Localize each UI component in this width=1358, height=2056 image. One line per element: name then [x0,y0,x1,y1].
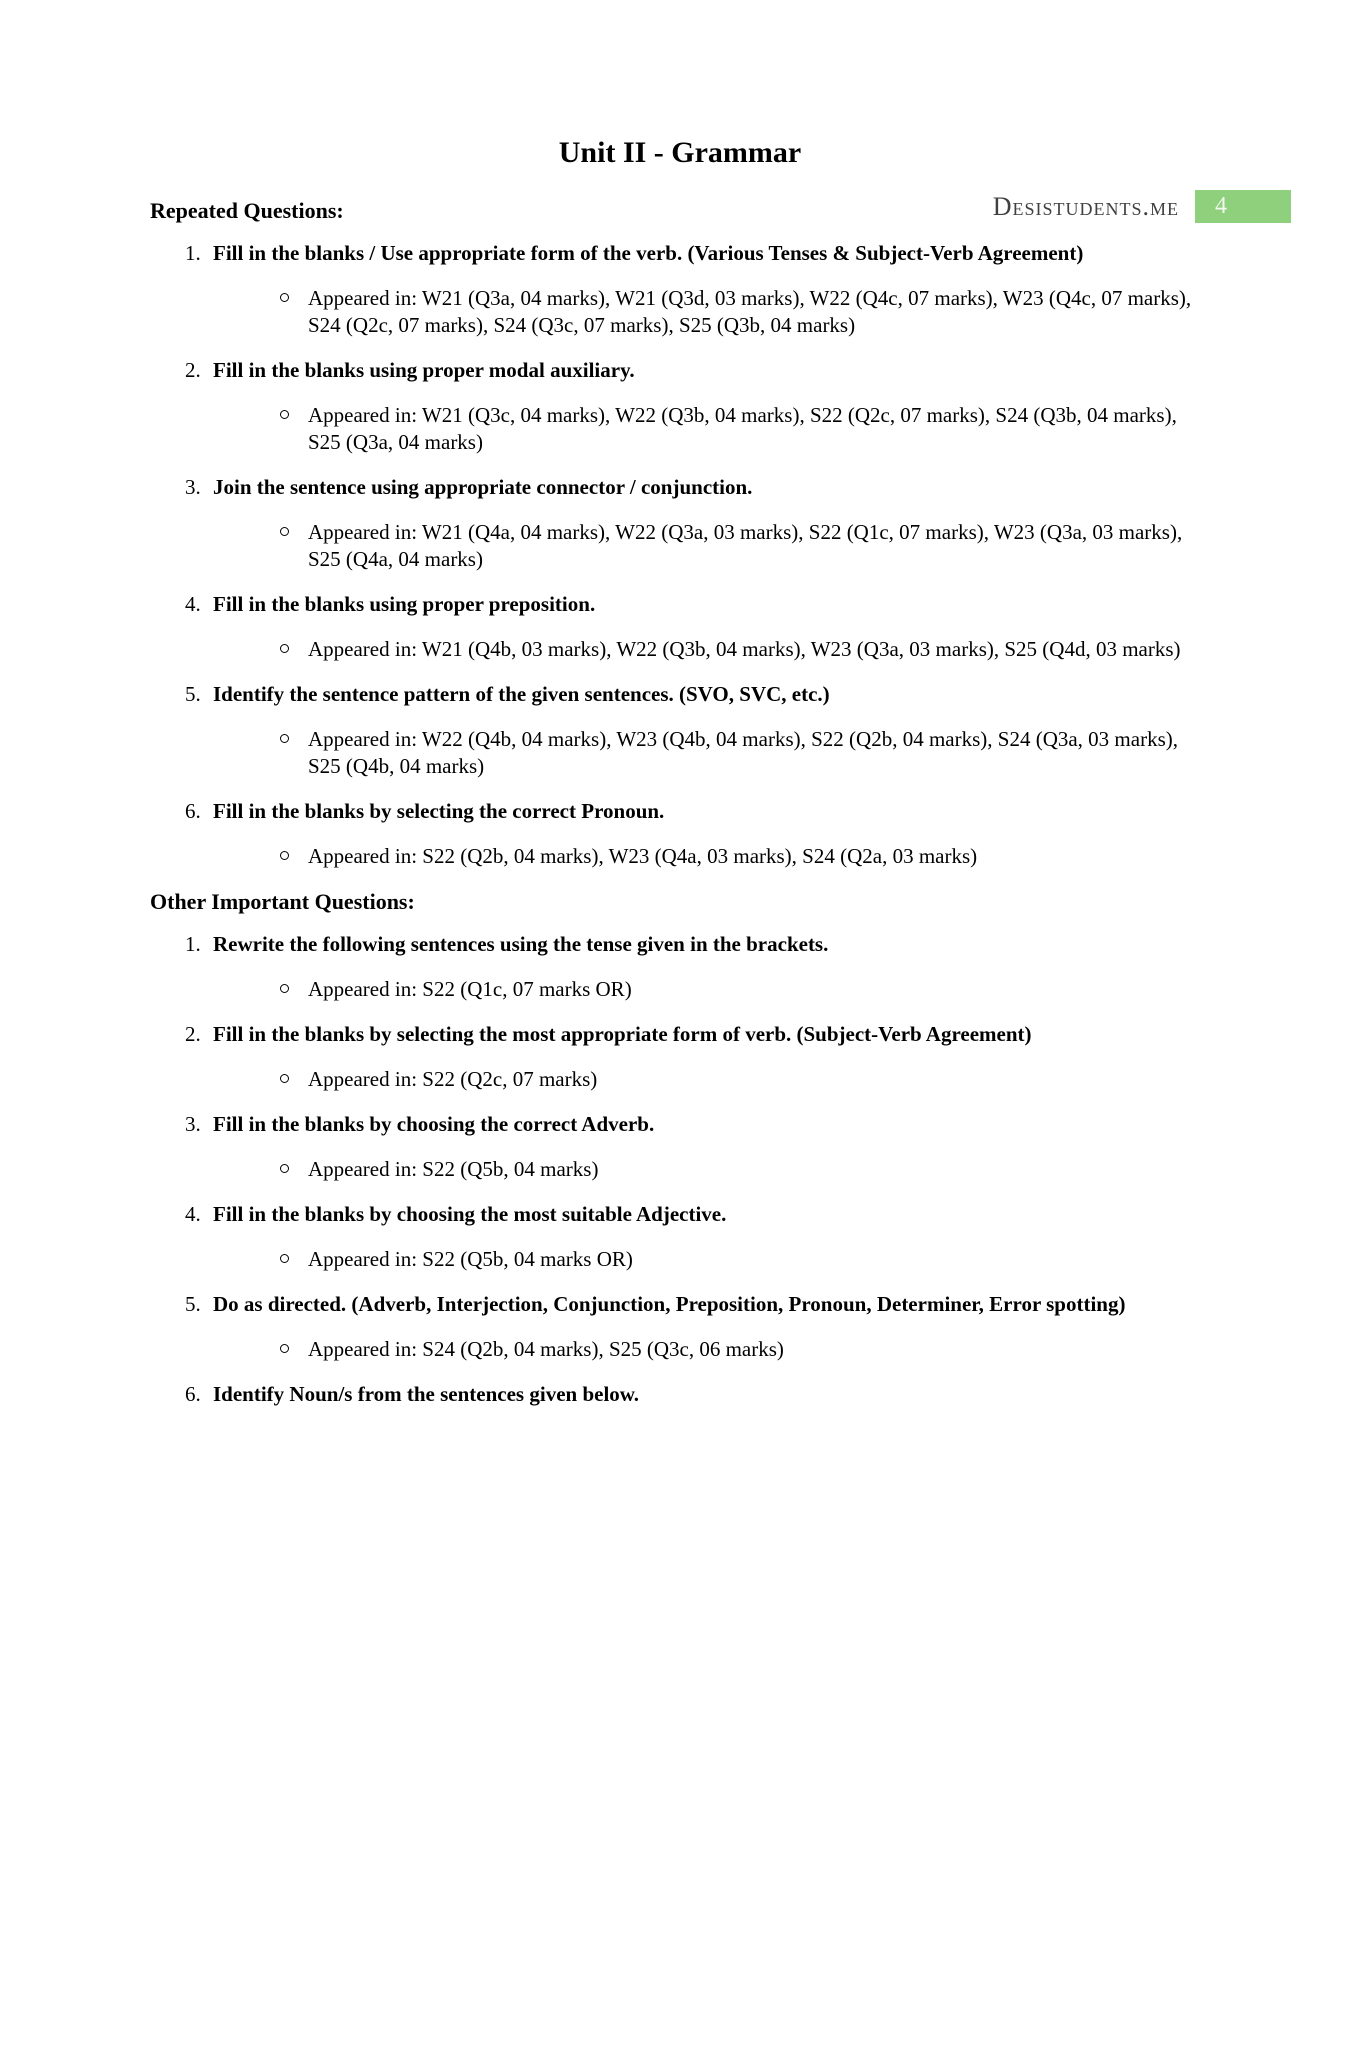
question-text: Rewrite the following sentences using the tense given in the brackets. [213,932,829,956]
appeared-row [213,1246,1210,1273]
question-text: Fill in the blanks by selecting the most appropriate form of verb. (Subject-Verb Agreement) [213,1022,1032,1046]
circle-bullet-icon [280,1074,289,1083]
question-item [150,1021,1210,1111]
appeared-row [213,843,1210,870]
appeared-row [213,519,1210,573]
page-number-badge: 4 [1195,190,1291,223]
section-heading: Other Important Questions: [150,889,415,914]
appeared-text: Appeared in: S22 (Q2c, 07 marks) [308,1067,598,1091]
question-text: Fill in the blanks using proper modal auxiliary. [213,358,635,382]
question-item [150,798,1210,888]
question-item [150,1111,1210,1201]
appeared-row [213,285,1210,339]
appeared-row [213,402,1210,456]
appeared-text: Appeared in: W21 (Q4a, 04 marks), W22 (Q3a, 03 marks), S22 (Q1c, 07 marks), W23 (Q3a, 03 marks), S25 (Q4a, 04 marks) [308,520,1183,571]
item-number: 4. [185,1202,201,1226]
appeared-text: Appeared in: S24 (Q2b, 04 marks), S25 (Q3c, 06 marks) [308,1337,784,1361]
question-text: Identify the sentence pattern of the given sentences. (SVO, SVC, etc.) [213,682,830,706]
question-list [150,240,1210,888]
page-header [993,190,1291,223]
appeared-text: Appeared in: W21 (Q4b, 03 marks), W22 (Q3b, 04 marks), W23 (Q3a, 03 marks), S25 (Q4d, 03 marks) [308,637,1181,661]
circle-bullet-icon [280,734,289,743]
item-body [213,591,1210,681]
item-number: 6. [185,1382,201,1406]
item-number: 5. [185,1292,201,1316]
question-item [150,931,1210,1021]
circle-bullet-icon [280,644,289,653]
section-heading: Repeated Questions: [150,198,344,223]
item-body [213,1021,1210,1111]
question-text: Fill in the blanks using proper preposition. [213,592,596,616]
item-body [213,1201,1210,1291]
question-text: Fill in the blanks by choosing the correct Adverb. [213,1112,655,1136]
item-number: 6. [185,799,201,823]
circle-bullet-icon [280,1344,289,1353]
item-body [213,1381,1210,1426]
circle-bullet-icon [280,984,289,993]
item-body [213,1111,1210,1201]
appeared-row [213,1156,1210,1183]
appeared-text: Appeared in: W21 (Q3a, 04 marks), W21 (Q3d, 03 marks), W22 (Q4c, 07 marks), W23 (Q4c, 07 marks), S24 (Q2c, 07 marks), S24 (Q3c, 07 marks), S25 (Q3b, 04 marks) [308,286,1192,337]
item-body [213,240,1210,357]
appeared-row [213,726,1210,780]
question-text: Fill in the blanks / Use appropriate form of the verb. (Various Tenses & Subject-Verb Agreement) [213,241,1084,265]
question-text: Identify Noun/s from the sentences given below. [213,1382,640,1406]
appeared-text: Appeared in: W21 (Q3c, 04 marks), W22 (Q3b, 04 marks), S22 (Q2c, 07 marks), S24 (Q3b, 04 marks), S25 (Q3a, 04 marks) [308,403,1177,454]
question-item [150,357,1210,474]
question-text: Join the sentence using appropriate connector / conjunction. [213,475,753,499]
document-content [0,136,1358,1426]
appeared-row [213,636,1210,663]
item-number: 1. [185,932,201,956]
item-number: 1. [185,241,201,265]
question-item [150,474,1210,591]
question-text: Do as directed. (Adverb, Interjection, Conjunction, Preposition, Pronoun, Determiner, Error spotting) [213,1292,1126,1316]
item-body [213,1291,1210,1381]
question-item [150,1291,1210,1381]
item-number: 3. [185,475,201,499]
item-body [213,357,1210,474]
site-name: Desistudents.me [992,192,1179,221]
circle-bullet-icon [280,410,289,419]
item-number: 4. [185,592,201,616]
question-list [150,931,1210,1426]
question-item [150,591,1210,681]
appeared-row [213,1336,1210,1363]
question-item [150,240,1210,357]
question-text: Fill in the blanks by choosing the most suitable Adjective. [213,1202,727,1226]
appeared-text: Appeared in: W22 (Q4b, 04 marks), W23 (Q4b, 04 marks), S22 (Q2b, 04 marks), S24 (Q3a, 03 marks), S25 (Q4b, 04 marks) [308,727,1178,778]
appeared-text: Appeared in: S22 (Q1c, 07 marks OR) [308,977,632,1001]
circle-bullet-icon [280,293,289,302]
page-title: Unit II - Grammar [558,136,802,169]
question-item [150,1381,1210,1426]
item-number: 2. [185,358,201,382]
appeared-text: Appeared in: S22 (Q5b, 04 marks) [308,1157,599,1181]
item-body [213,474,1210,591]
question-section [150,197,1210,888]
circle-bullet-icon [280,1254,289,1263]
item-number: 2. [185,1022,201,1046]
item-body [213,681,1210,798]
appeared-row [213,976,1210,1003]
appeared-text: Appeared in: S22 (Q2b, 04 marks), W23 (Q4a, 03 marks), S24 (Q2a, 03 marks) [308,844,978,868]
circle-bullet-icon [280,1164,289,1173]
question-item [150,681,1210,798]
item-body [213,931,1210,1021]
appeared-row [213,1066,1210,1093]
item-number: 3. [185,1112,201,1136]
question-item [150,1201,1210,1291]
item-body [213,798,1210,888]
circle-bullet-icon [280,527,289,536]
question-text: Fill in the blanks by selecting the correct Pronoun. [213,799,665,823]
question-sections [150,197,1210,1426]
circle-bullet-icon [280,851,289,860]
document-page [0,136,1358,2056]
question-section [150,888,1210,1426]
appeared-text: Appeared in: S22 (Q5b, 04 marks OR) [308,1247,633,1271]
item-number: 5. [185,682,201,706]
